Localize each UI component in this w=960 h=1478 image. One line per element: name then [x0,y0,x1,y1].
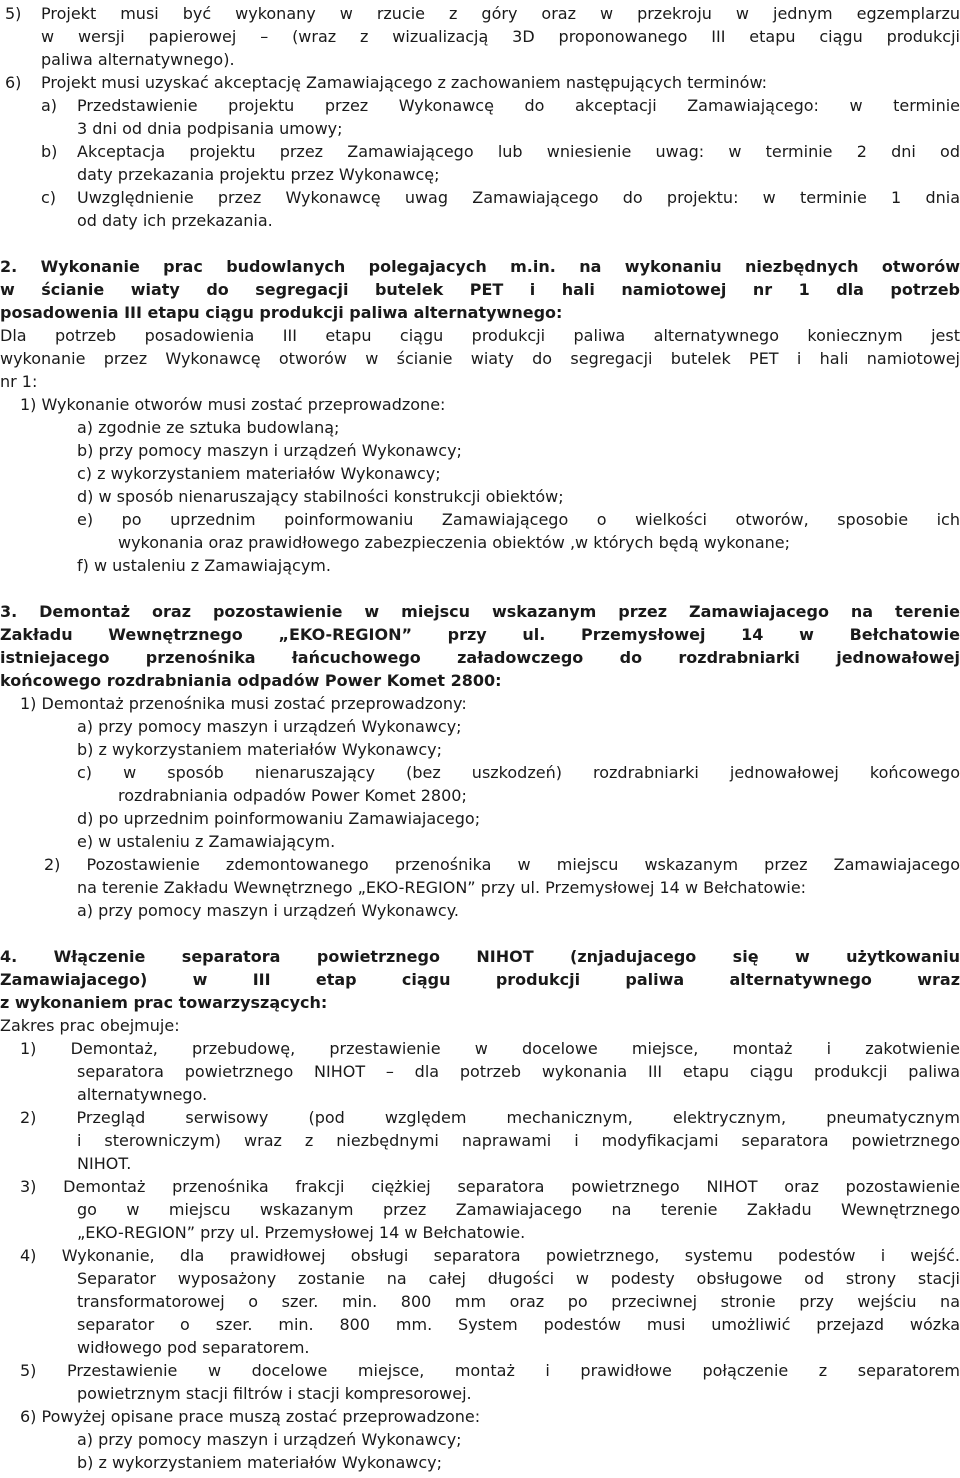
sub-item-c [0,186,960,232]
list-item-2-cont: na terenie Zakładu Wewnętrznego „EKO-REGION” przy ul. Przemysłowej 14 w Bełchatowie: [77,878,807,897]
sub-item-a: a) przy pomocy maszyn i urządzeń Wykonawcy. [77,901,459,920]
list-item-1-cont: separatora powietrznego NIHOT – dla potrzeb wykonania III etapu ciągu produkcji paliwa [77,1062,960,1081]
heading-line: 3. Demontaż oraz pozostawienie w miejscu wskazanym przez Zamawiajacego na terenie [0,602,960,621]
list-marker: 5) [5,4,22,23]
paragraph-line: wykonanie przez Wykonawcę otworów w ścianie wiaty do segregacji butelek PET i hali namiotowej [0,349,960,368]
list-item-text: paliwa alternatywnego). [41,50,235,69]
list-item-text: Projekt musi uzyskać akceptację Zamawiającego z zachowaniem następujących terminów: [41,73,768,92]
heading-line: 4. Włączenie separatora powietrznego NIHOT (znjadujacego się w użytkowaniu [0,947,960,966]
list-item-1: 1) Demontaż, przebudowę, przestawienie w docelowe miejsce, montaż i zakotwienie [20,1039,960,1058]
sub-item-c-cont: rozdrabniania odpadów Power Komet 2800; [118,786,467,805]
sub-item-d: d) po uprzednim poinformowaniu Zamawiajacego; [77,809,481,828]
list-item-3-cont: „EKO-REGION” przy ul. Przemysłowej 14 w Bełchatowie. [77,1223,526,1242]
section-2-intro [0,324,960,393]
list-item-2: 2) Przegląd serwisowy (pod względem mechanicznym, elektrycznym, pneumatycznym [20,1108,960,1127]
sub-item-a: a) przy pomocy maszyn i urządzeń Wykonawcy; [77,1430,462,1449]
sub-item-b [0,140,960,186]
list-item-5 [0,2,960,71]
list-item-text: daty przekazania projektu przez Wykonawcę; [77,165,440,184]
list-item-5: 5) Przestawienie w docelowe miejsce, montaż i prawidłowe połączenie z separatorem [20,1361,960,1380]
heading-line: posadowenia III etapu ciągu produkcji paliwa alternatywnego: [0,303,563,322]
list-item-4-cont: transformatorowej o szer. min. 800 mm oraz po przeciwnej stronie przy wejściu na [77,1292,960,1311]
heading-line: 2. Wykonanie prac budowlanych polegajacych m.in. na wykonaniu niezbędnych otworów [0,257,960,276]
paragraph-line: nr 1: [0,372,38,391]
list-item-1-cont: alternatywnego. [77,1085,208,1104]
list-item-text: 3 dni od dnia podpisania umowy; [77,119,343,138]
list-item-1: 1) Wykonanie otworów musi zostać przeprowadzone: [20,395,446,414]
sub-item-e: e) po uprzednim poinformowaniu Zamawiającego o wielkości otworów, sposobie ich [77,510,960,529]
list-marker: b) [41,142,58,161]
heading-line: z wykonaniem prac towarzyszących: [0,993,328,1012]
list-item-2-cont: i sterowniczym) wraz z niezbędnymi naprawami i modyfikacjami separatora powietrznego [77,1131,960,1150]
list-item-4-cont: separator o szer. min. 800 mm. System podestów musi umożliwić przejazd wózka [77,1315,960,1334]
document-page [0,2,960,1474]
section-2-heading [0,255,960,324]
list-item-4-cont: Separator wyposażony zostanie na całej długości w podesty obsługowe od strony stacji [77,1269,960,1288]
list-marker: c) [41,188,57,207]
list-item-4-cont: widłowego pod separatorem. [77,1338,310,1357]
list-item-4: 4) Wykonanie, dla prawidłowej obsługi separatora powietrznego, systemu podestów i wejść. [20,1246,960,1265]
sub-item-b: b) z wykorzystaniem materiałów Wykonawcy; [77,740,442,759]
scope-label: Zakres prac obejmuje: [0,1016,180,1035]
list-item-1: 1) Demontaż przenośnika musi zostać przeprowadzony: [20,694,467,713]
heading-line: końcowego rozdrabniania odpadów Power Komet 2800: [0,671,502,690]
list-item-text: Przedstawienie projektu przez Wykonawcę do akceptacji Zamawiającego: w terminie [77,96,960,115]
list-item-text: w wersji papierowej – (wraz z wizualizacją 3D proponowanego III etapu ciągu produkcji [41,27,960,46]
list-item-2-cont: NIHOT. [77,1154,132,1173]
section-4-heading [0,945,960,1014]
paragraph-line: Dla potrzeb posadowienia III etapu ciągu produkcji paliwa alternatywnego koniecznym jest [0,326,960,345]
list-item-text: Projekt musi być wykonany w rzucie z góry oraz w przekroju w jednym egzemplarzu [41,4,960,23]
list-item-text: Akceptacja projektu przez Zamawiającego lub wniesienie uwag: w terminie 2 dni od [77,142,960,161]
list-marker: 6) [5,73,22,92]
heading-line: Zamawiajacego) w III etap ciągu produkcji paliwa alternatywnego wraz [0,970,960,989]
list-marker: a) [41,96,58,115]
heading-line: istniejacego przenośnika łańcuchowego załadowczego do rozdrabniarki jednowałowej [0,648,960,667]
sub-item-b: b) przy pomocy maszyn i urządzeń Wykonawcy; [77,441,462,460]
list-item-3-cont: go w miejscu wskazanym przez Zamawiajacego na terenie Zakładu Wewnętrznego [77,1200,960,1219]
list-item-text: Uwzględnienie przez Wykonawcę uwag Zamawiającego do projektu: w terminie 1 dnia [77,188,960,207]
sub-item-c: c) w sposób nienaruszający (bez uszkodzeń) rozdrabniarki jednowałowej końcowego [77,763,960,782]
sub-item-f: f) w ustaleniu z Zamawiającym. [77,556,331,575]
heading-line: w ścianie wiaty do segregacji butelek PET i hali namiotowej nr 1 dla potrzeb [0,280,960,299]
sub-item-b: b) z wykorzystaniem materiałów Wykonawcy; [77,1453,442,1472]
list-item-2: 2) Pozostawienie zdemontowanego przenośnika w miejscu wskazanym przez Zamawiajacego [44,855,960,874]
list-item-6: 6) Powyżej opisane prace muszą zostać przeprowadzone: [20,1407,481,1426]
list-item-text: od daty ich przekazania. [77,211,273,230]
list-item-6 [0,71,960,94]
sub-item-a [0,94,960,140]
sub-item-d: d) w sposób nienaruszający stabilności konstrukcji obiektów; [77,487,564,506]
section-3-heading [0,600,960,692]
sub-item-a: a) zgodnie ze sztuka budowlaną; [77,418,340,437]
sub-item-a: a) przy pomocy maszyn i urządzeń Wykonawcy; [77,717,462,736]
sub-item-e-cont: wykonania oraz prawidłowego zabezpieczenia obiektów ,w których będą wykonane; [118,533,790,552]
heading-line: Zakładu Wewnętrznego „EKO-REGION” przy ul. Przemysłowej 14 w Bełchatowie [0,625,960,644]
list-item-3: 3) Demontaż przenośnika frakcji ciężkiej separatora powietrznego NIHOT oraz pozostawienie [20,1177,960,1196]
sub-item-e: e) w ustaleniu z Zamawiającym. [77,832,336,851]
sub-item-c: c) z wykorzystaniem materiałów Wykonawcy; [77,464,441,483]
list-item-5-cont: powietrznym stacji filtrów i stacji kompresorowej. [77,1384,472,1403]
